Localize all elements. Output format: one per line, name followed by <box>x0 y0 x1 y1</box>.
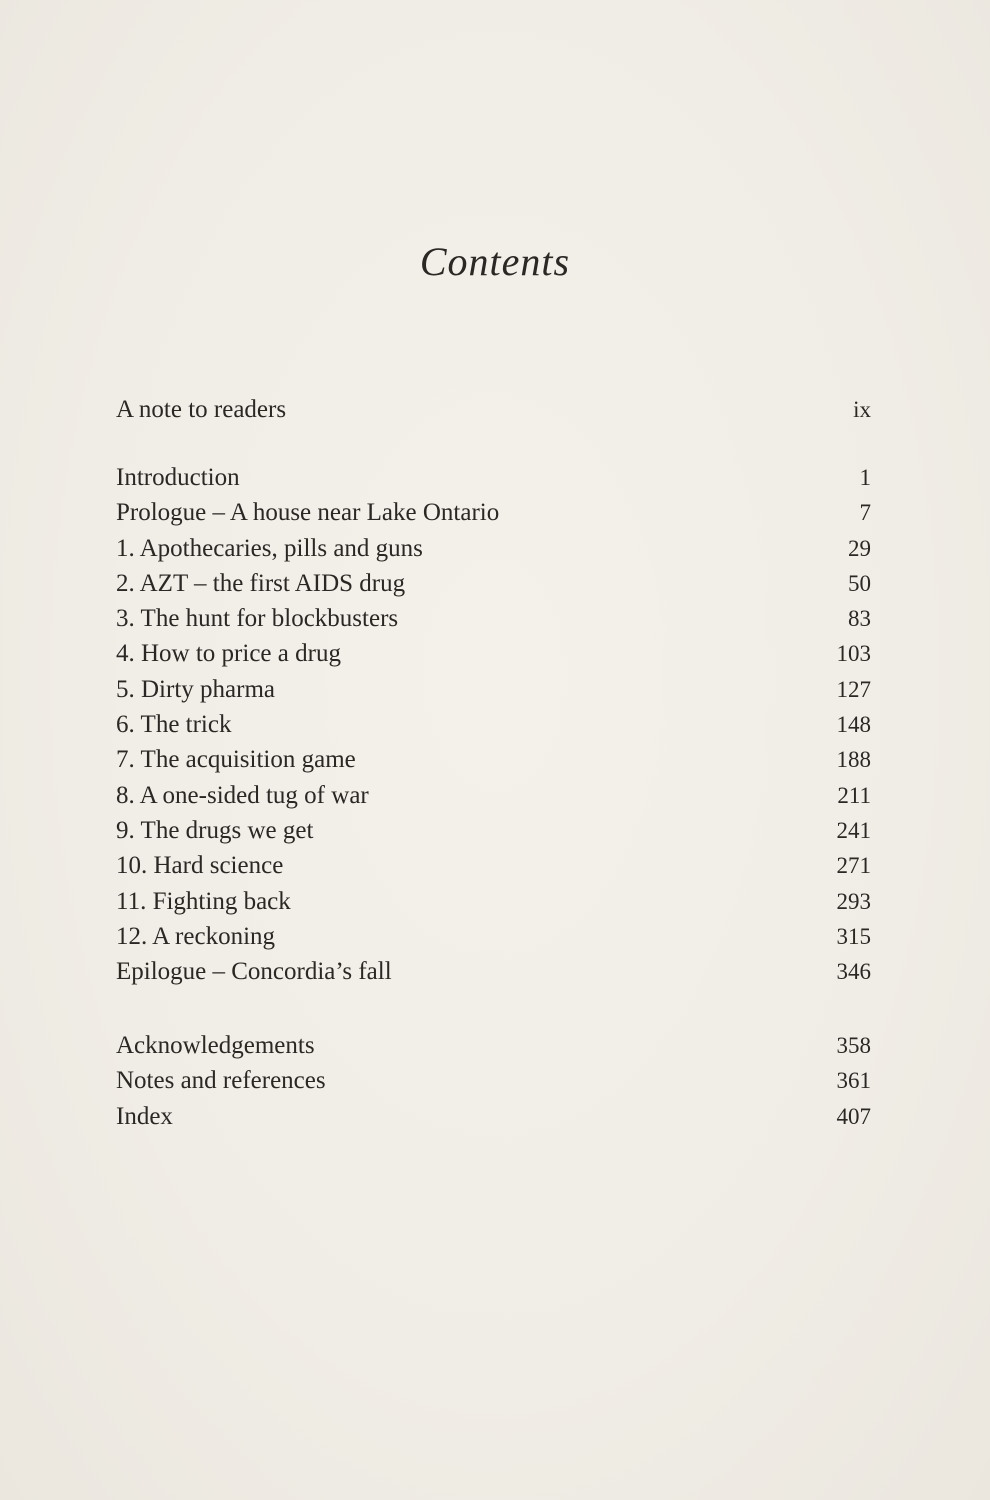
toc-entry-label: Notes and references <box>116 1067 326 1095</box>
toc-row <box>116 1063 871 1098</box>
toc-back-matter <box>116 1028 871 1134</box>
toc-entry-label: 10. Hard science <box>116 852 284 880</box>
toc-entry-label: 9. The drugs we get <box>116 816 314 844</box>
toc-entry-page: 315 <box>836 923 871 949</box>
toc-entry-label: 2. AZT – the first AIDS drug <box>116 569 406 597</box>
toc-entry-page: 83 <box>848 606 871 632</box>
toc-entry-label: 4. How to price a drug <box>116 640 341 668</box>
toc-front-matter <box>116 392 871 427</box>
toc-entry-page: 50 <box>848 570 871 596</box>
toc-row <box>116 672 871 707</box>
toc-row <box>116 1028 871 1063</box>
toc-row <box>116 813 871 848</box>
toc-row <box>116 778 871 813</box>
toc-entry-page: 241 <box>836 817 871 843</box>
toc-chapters <box>116 460 871 989</box>
toc-row <box>116 742 871 777</box>
toc-entry-page: 211 <box>837 782 871 808</box>
toc-row <box>116 919 871 954</box>
toc-entry-label: 8. A one-sided tug of war <box>116 781 369 809</box>
toc-entry-page: 103 <box>836 641 871 667</box>
toc-entry-label: Acknowledgements <box>116 1032 315 1059</box>
toc-entry-page: 127 <box>836 676 871 702</box>
toc-row <box>116 954 871 989</box>
toc-entry-label: 7. The acquisition game <box>116 746 356 774</box>
toc-row <box>116 392 871 427</box>
toc-row <box>116 495 871 530</box>
toc-row <box>116 884 871 919</box>
toc-row <box>116 848 871 883</box>
toc-entry-label: Epilogue – Concordia’s fall <box>116 958 392 986</box>
toc-entry-page: 29 <box>848 535 871 561</box>
toc-entry-page: 7 <box>859 500 871 526</box>
toc-entry-label: 3. The hunt for blockbusters <box>116 605 399 633</box>
toc-entry-label: 11. Fighting back <box>116 887 291 915</box>
toc-row <box>116 531 871 566</box>
toc-entry-page: 346 <box>836 959 871 985</box>
toc-entry-page: ix <box>853 397 871 422</box>
toc-entry-label: A note to readers <box>116 396 287 423</box>
toc-row <box>116 601 871 636</box>
toc-row <box>116 566 871 601</box>
toc-entry-page: 293 <box>836 888 871 914</box>
toc-entry-label: 1. Apothecaries, pills and guns <box>116 534 423 562</box>
toc-row <box>116 707 871 742</box>
toc-entry-label: 6. The trick <box>116 711 232 739</box>
toc-entry-page: 188 <box>836 747 871 773</box>
toc-entry-label: Index <box>116 1102 173 1130</box>
toc-row <box>116 636 871 671</box>
toc-entry-label: 5. Dirty pharma <box>116 675 275 703</box>
toc-row <box>116 460 871 495</box>
toc-entry-label: 12. A reckoning <box>116 922 276 950</box>
toc-entry-page: 271 <box>836 853 871 879</box>
toc-row <box>116 1099 871 1134</box>
toc-entry-page: 407 <box>836 1103 871 1129</box>
toc-entry-page: 1 <box>859 465 871 490</box>
page-title: Contents <box>419 239 571 284</box>
toc-entry-page: 358 <box>836 1033 871 1058</box>
toc-entry-label: Introduction <box>116 464 240 491</box>
toc-entry-page: 361 <box>836 1068 871 1094</box>
toc-entry-page: 148 <box>836 712 871 738</box>
toc-entry-label: Prologue – A house near Lake Ontario <box>116 499 500 527</box>
